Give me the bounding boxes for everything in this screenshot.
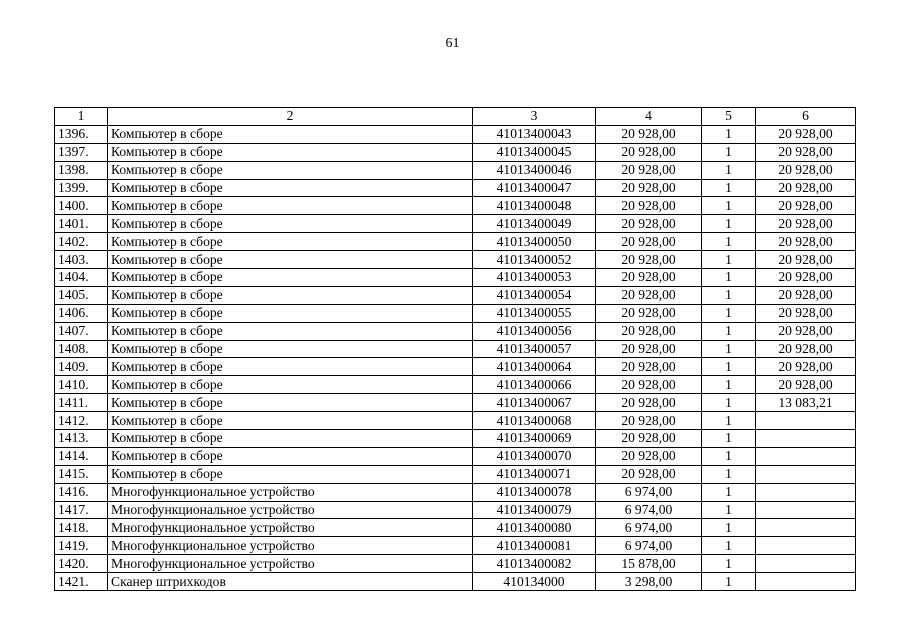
total-cell: 20 928,00 [756, 304, 856, 322]
quantity-cell: 1 [702, 161, 756, 179]
price-cell: 3 298,00 [596, 573, 702, 591]
total-cell: 20 928,00 [756, 125, 856, 143]
inventory-code-cell: 41013400067 [473, 394, 596, 412]
column-header: 5 [702, 108, 756, 126]
column-header: 1 [55, 108, 108, 126]
total-cell: 20 928,00 [756, 233, 856, 251]
item-name-cell: Компьютер в сборе [108, 251, 473, 269]
quantity-cell: 1 [702, 197, 756, 215]
table-row [55, 251, 856, 269]
total-cell [756, 555, 856, 573]
price-cell: 6 974,00 [596, 537, 702, 555]
table-row [55, 304, 856, 322]
row-number-cell: 1409. [55, 358, 108, 376]
item-name-cell: Компьютер в сборе [108, 233, 473, 251]
row-number-cell: 1410. [55, 376, 108, 394]
inventory-code-cell: 41013400069 [473, 430, 596, 448]
inventory-code-cell: 41013400052 [473, 251, 596, 269]
quantity-cell: 1 [702, 412, 756, 430]
quantity-cell: 1 [702, 269, 756, 287]
quantity-cell: 1 [702, 465, 756, 483]
price-cell: 20 928,00 [596, 394, 702, 412]
table-row [55, 161, 856, 179]
table-row [55, 376, 856, 394]
item-name-cell: Компьютер в сборе [108, 358, 473, 376]
table-row [55, 483, 856, 501]
price-cell: 15 878,00 [596, 555, 702, 573]
total-cell [756, 537, 856, 555]
table-row [55, 143, 856, 161]
row-number-cell: 1397. [55, 143, 108, 161]
item-name-cell: Сканер штрихкодов [108, 573, 473, 591]
inventory-code-cell: 41013400071 [473, 465, 596, 483]
price-cell: 20 928,00 [596, 322, 702, 340]
column-header: 4 [596, 108, 702, 126]
row-number-cell: 1418. [55, 519, 108, 537]
quantity-cell: 1 [702, 573, 756, 591]
row-number-cell: 1403. [55, 251, 108, 269]
price-cell: 20 928,00 [596, 304, 702, 322]
row-number-cell: 1401. [55, 215, 108, 233]
total-cell: 20 928,00 [756, 286, 856, 304]
total-cell [756, 573, 856, 591]
price-cell: 20 928,00 [596, 376, 702, 394]
inventory-code-cell: 41013400057 [473, 340, 596, 358]
table-row [55, 447, 856, 465]
total-cell: 20 928,00 [756, 143, 856, 161]
price-cell: 6 974,00 [596, 483, 702, 501]
total-cell [756, 519, 856, 537]
quantity-cell: 1 [702, 447, 756, 465]
total-cell: 13 083,21 [756, 394, 856, 412]
quantity-cell: 1 [702, 251, 756, 269]
price-cell: 20 928,00 [596, 269, 702, 287]
table-header-row [55, 108, 856, 126]
price-cell: 20 928,00 [596, 286, 702, 304]
inventory-code-cell: 41013400082 [473, 555, 596, 573]
quantity-cell: 1 [702, 179, 756, 197]
total-cell: 20 928,00 [756, 197, 856, 215]
total-cell: 20 928,00 [756, 215, 856, 233]
inventory-code-cell: 41013400043 [473, 125, 596, 143]
column-header: 3 [473, 108, 596, 126]
table-row [55, 269, 856, 287]
total-cell [756, 412, 856, 430]
inventory-code-cell: 41013400056 [473, 322, 596, 340]
row-number-cell: 1414. [55, 447, 108, 465]
row-number-cell: 1399. [55, 179, 108, 197]
table-row [55, 340, 856, 358]
price-cell: 20 928,00 [596, 215, 702, 233]
quantity-cell: 1 [702, 537, 756, 555]
item-name-cell: Компьютер в сборе [108, 125, 473, 143]
inventory-code-cell: 41013400068 [473, 412, 596, 430]
inventory-code-cell: 41013400048 [473, 197, 596, 215]
price-cell: 20 928,00 [596, 430, 702, 448]
table-row [55, 412, 856, 430]
quantity-cell: 1 [702, 215, 756, 233]
row-number-cell: 1415. [55, 465, 108, 483]
inventory-code-cell: 41013400047 [473, 179, 596, 197]
table-row [55, 125, 856, 143]
quantity-cell: 1 [702, 430, 756, 448]
price-cell: 20 928,00 [596, 447, 702, 465]
item-name-cell: Компьютер в сборе [108, 430, 473, 448]
quantity-cell: 1 [702, 322, 756, 340]
row-number-cell: 1417. [55, 501, 108, 519]
price-cell: 6 974,00 [596, 519, 702, 537]
item-name-cell: Компьютер в сборе [108, 465, 473, 483]
row-number-cell: 1404. [55, 269, 108, 287]
item-name-cell: Многофункциональное устройство [108, 537, 473, 555]
price-cell: 20 928,00 [596, 340, 702, 358]
item-name-cell: Компьютер в сборе [108, 376, 473, 394]
price-cell: 20 928,00 [596, 358, 702, 376]
table-row [55, 519, 856, 537]
row-number-cell: 1411. [55, 394, 108, 412]
table-row [55, 215, 856, 233]
item-name-cell: Компьютер в сборе [108, 179, 473, 197]
table-row [55, 430, 856, 448]
row-number-cell: 1408. [55, 340, 108, 358]
row-number-cell: 1416. [55, 483, 108, 501]
quantity-cell: 1 [702, 376, 756, 394]
price-cell: 20 928,00 [596, 161, 702, 179]
item-name-cell: Компьютер в сборе [108, 286, 473, 304]
quantity-cell: 1 [702, 233, 756, 251]
inventory-code-cell: 41013400064 [473, 358, 596, 376]
quantity-cell: 1 [702, 125, 756, 143]
table-row [55, 286, 856, 304]
row-number-cell: 1406. [55, 304, 108, 322]
total-cell [756, 501, 856, 519]
quantity-cell: 1 [702, 501, 756, 519]
price-cell: 20 928,00 [596, 412, 702, 430]
item-name-cell: Компьютер в сборе [108, 197, 473, 215]
row-number-cell: 1405. [55, 286, 108, 304]
price-cell: 20 928,00 [596, 197, 702, 215]
table-row [55, 501, 856, 519]
total-cell: 20 928,00 [756, 269, 856, 287]
quantity-cell: 1 [702, 304, 756, 322]
price-cell: 20 928,00 [596, 143, 702, 161]
inventory-code-cell: 41013400079 [473, 501, 596, 519]
total-cell [756, 465, 856, 483]
total-cell: 20 928,00 [756, 358, 856, 376]
price-cell: 6 974,00 [596, 501, 702, 519]
inventory-code-cell: 41013400066 [473, 376, 596, 394]
inventory-code-cell: 41013400055 [473, 304, 596, 322]
table-row [55, 179, 856, 197]
row-number-cell: 1420. [55, 555, 108, 573]
row-number-cell: 1400. [55, 197, 108, 215]
item-name-cell: Компьютер в сборе [108, 161, 473, 179]
inventory-code-cell: 41013400049 [473, 215, 596, 233]
item-name-cell: Компьютер в сборе [108, 412, 473, 430]
quantity-cell: 1 [702, 519, 756, 537]
quantity-cell: 1 [702, 555, 756, 573]
total-cell [756, 447, 856, 465]
row-number-cell: 1398. [55, 161, 108, 179]
table-row [55, 555, 856, 573]
quantity-cell: 1 [702, 394, 756, 412]
item-name-cell: Компьютер в сборе [108, 143, 473, 161]
row-number-cell: 1413. [55, 430, 108, 448]
inventory-code-cell: 41013400053 [473, 269, 596, 287]
table-row [55, 537, 856, 555]
inventory-code-cell: 41013400080 [473, 519, 596, 537]
column-header: 6 [756, 108, 856, 126]
quantity-cell: 1 [702, 358, 756, 376]
price-cell: 20 928,00 [596, 251, 702, 269]
inventory-code-cell: 41013400046 [473, 161, 596, 179]
item-name-cell: Компьютер в сборе [108, 340, 473, 358]
quantity-cell: 1 [702, 286, 756, 304]
item-name-cell: Многофункциональное устройство [108, 483, 473, 501]
inventory-code-cell: 41013400070 [473, 447, 596, 465]
row-number-cell: 1402. [55, 233, 108, 251]
table-row [55, 358, 856, 376]
inventory-code-cell: 41013400054 [473, 286, 596, 304]
total-cell: 20 928,00 [756, 376, 856, 394]
price-cell: 20 928,00 [596, 465, 702, 483]
quantity-cell: 1 [702, 340, 756, 358]
item-name-cell: Многофункциональное устройство [108, 519, 473, 537]
table-row [55, 465, 856, 483]
inventory-code-cell: 41013400078 [473, 483, 596, 501]
total-cell [756, 430, 856, 448]
total-cell: 20 928,00 [756, 251, 856, 269]
row-number-cell: 1419. [55, 537, 108, 555]
page-number: 61 [445, 36, 460, 51]
column-header: 2 [108, 108, 473, 126]
quantity-cell: 1 [702, 483, 756, 501]
row-number-cell: 1412. [55, 412, 108, 430]
table-row [55, 197, 856, 215]
total-cell: 20 928,00 [756, 340, 856, 358]
item-name-cell: Компьютер в сборе [108, 304, 473, 322]
inventory-code-cell: 41013400045 [473, 143, 596, 161]
table-row [55, 233, 856, 251]
inventory-code-cell: 410134000 [473, 573, 596, 591]
table-row [55, 573, 856, 591]
inventory-code-cell: 41013400050 [473, 233, 596, 251]
total-cell: 20 928,00 [756, 322, 856, 340]
total-cell [756, 483, 856, 501]
inventory-code-cell: 41013400081 [473, 537, 596, 555]
row-number-cell: 1407. [55, 322, 108, 340]
item-name-cell: Компьютер в сборе [108, 322, 473, 340]
table-row [55, 322, 856, 340]
total-cell: 20 928,00 [756, 179, 856, 197]
inventory-table [54, 107, 856, 591]
table-row [55, 394, 856, 412]
row-number-cell: 1421. [55, 573, 108, 591]
item-name-cell: Компьютер в сборе [108, 447, 473, 465]
item-name-cell: Многофункциональное устройство [108, 501, 473, 519]
price-cell: 20 928,00 [596, 179, 702, 197]
item-name-cell: Компьютер в сборе [108, 215, 473, 233]
item-name-cell: Компьютер в сборе [108, 394, 473, 412]
price-cell: 20 928,00 [596, 233, 702, 251]
row-number-cell: 1396. [55, 125, 108, 143]
total-cell: 20 928,00 [756, 161, 856, 179]
item-name-cell: Многофункциональное устройство [108, 555, 473, 573]
price-cell: 20 928,00 [596, 125, 702, 143]
quantity-cell: 1 [702, 143, 756, 161]
item-name-cell: Компьютер в сборе [108, 269, 473, 287]
